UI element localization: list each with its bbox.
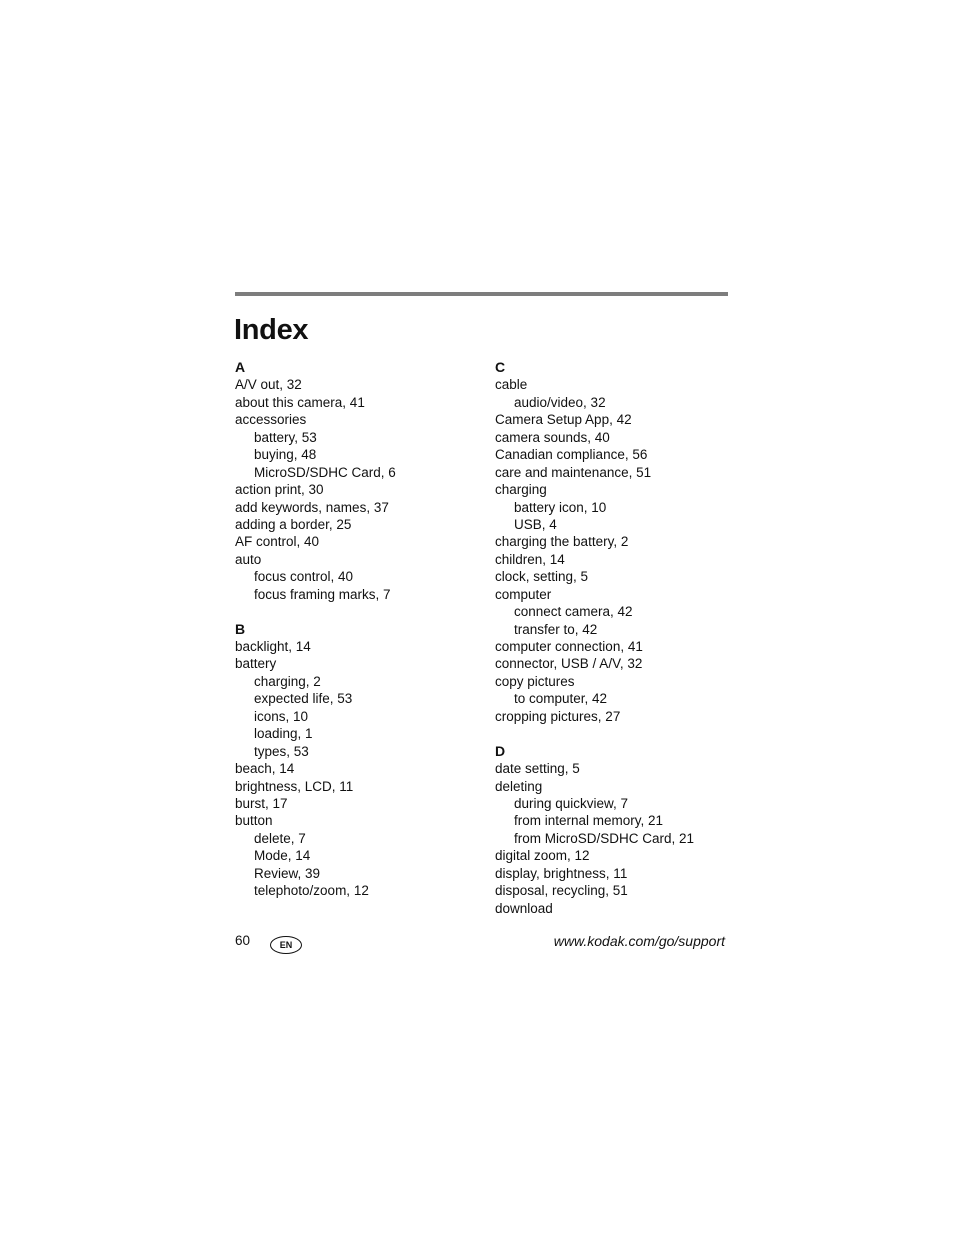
index-entry: date setting, 5 xyxy=(495,761,580,777)
index-entry: clock, setting, 5 xyxy=(495,569,589,585)
page-number: 60 xyxy=(235,933,251,948)
index-entry: add keywords, names, 37 xyxy=(235,499,389,515)
section-gap xyxy=(235,603,485,620)
support-url: www.kodak.com/go/support xyxy=(553,933,725,949)
index-subentry: icons, 10 xyxy=(254,708,309,724)
index-entry: cable xyxy=(495,377,528,393)
index-subentry: MicroSD/SDHC Card, 6 xyxy=(254,464,396,480)
index-entry: action print, 30 xyxy=(235,482,324,498)
index-entry: Camera Setup App, 42 xyxy=(495,412,632,428)
index-subentry: transfer to, 42 xyxy=(514,621,598,637)
page-title: Index xyxy=(234,314,309,346)
index-subentry: during quickview, 7 xyxy=(514,795,629,811)
index-subentry: USB, 4 xyxy=(514,516,557,532)
index-entry: display, brightness, 11 xyxy=(495,865,628,881)
index-entry: download xyxy=(495,900,553,916)
index-subentry: to computer, 42 xyxy=(514,691,608,707)
index-subentry: telephoto/zoom, 12 xyxy=(254,883,369,899)
section-gap xyxy=(495,725,745,742)
index-subentry: focus framing marks, 7 xyxy=(254,586,391,602)
index-subentry: expected life, 53 xyxy=(254,691,353,707)
index-entry: digital zoom, 12 xyxy=(495,848,590,864)
language-badge: EN xyxy=(270,936,302,954)
index-section-letter: D xyxy=(495,742,506,759)
page-footer xyxy=(235,932,727,954)
index-subentry: delete, 7 xyxy=(254,830,306,846)
index-subentry: battery icon, 10 xyxy=(514,499,607,515)
index-subentry: buying, 48 xyxy=(254,447,317,463)
index-entry: care and maintenance, 51 xyxy=(495,464,652,480)
index-subentry: audio/video, 32 xyxy=(514,394,606,410)
index-entry: cropping pictures, 27 xyxy=(495,708,621,724)
index-section-letter: C xyxy=(495,359,506,375)
index-section-letter: A xyxy=(235,359,246,375)
index-entry: A/V out, 32 xyxy=(235,377,302,393)
index-subentry: connect camera, 42 xyxy=(514,604,633,620)
index-entry: battery xyxy=(235,656,277,672)
index-column-left xyxy=(235,359,485,900)
header-rule xyxy=(235,292,728,296)
index-entry: button xyxy=(235,813,273,829)
index-subentry: focus control, 40 xyxy=(254,569,354,585)
index-entry: connector, USB / A/V, 32 xyxy=(495,656,643,672)
index-subentry: battery, 53 xyxy=(254,429,317,445)
index-entry: auto xyxy=(235,551,262,567)
index-column-right xyxy=(495,359,745,917)
index-entry: copy pictures xyxy=(495,673,575,689)
index-entry: computer xyxy=(495,586,552,602)
index-entry: accessories xyxy=(235,412,307,428)
index-entry: adding a border, 25 xyxy=(235,516,352,532)
index-entry: backlight, 14 xyxy=(235,639,311,654)
index-entry: computer connection, 41 xyxy=(495,639,643,654)
index-subentry: loading, 1 xyxy=(254,726,313,742)
index-subentry: from MicroSD/SDHC Card, 21 xyxy=(514,830,695,846)
index-entry: burst, 17 xyxy=(235,795,288,811)
index-entry: Canadian compliance, 56 xyxy=(495,447,648,463)
index-entry: charging xyxy=(495,482,547,498)
index-subentry: from internal memory, 21 xyxy=(514,813,664,829)
index-entry: charging the battery, 2 xyxy=(495,534,629,550)
index-section-letter: B xyxy=(235,620,246,637)
index-entry: camera sounds, 40 xyxy=(495,429,610,445)
index-entry: AF control, 40 xyxy=(235,534,320,550)
index-subentry: charging, 2 xyxy=(254,673,321,689)
index-subentry: Review, 39 xyxy=(254,865,321,881)
index-entry: brightness, LCD, 11 xyxy=(235,778,354,794)
index-entry: about this camera, 41 xyxy=(235,394,365,410)
index-entry: beach, 14 xyxy=(235,761,295,777)
index-entry: children, 14 xyxy=(495,551,565,567)
index-entry: deleting xyxy=(495,778,543,794)
index-entry: disposal, recycling, 51 xyxy=(495,883,628,899)
index-subentry: Mode, 14 xyxy=(254,848,311,864)
index-subentry: types, 53 xyxy=(254,743,309,759)
